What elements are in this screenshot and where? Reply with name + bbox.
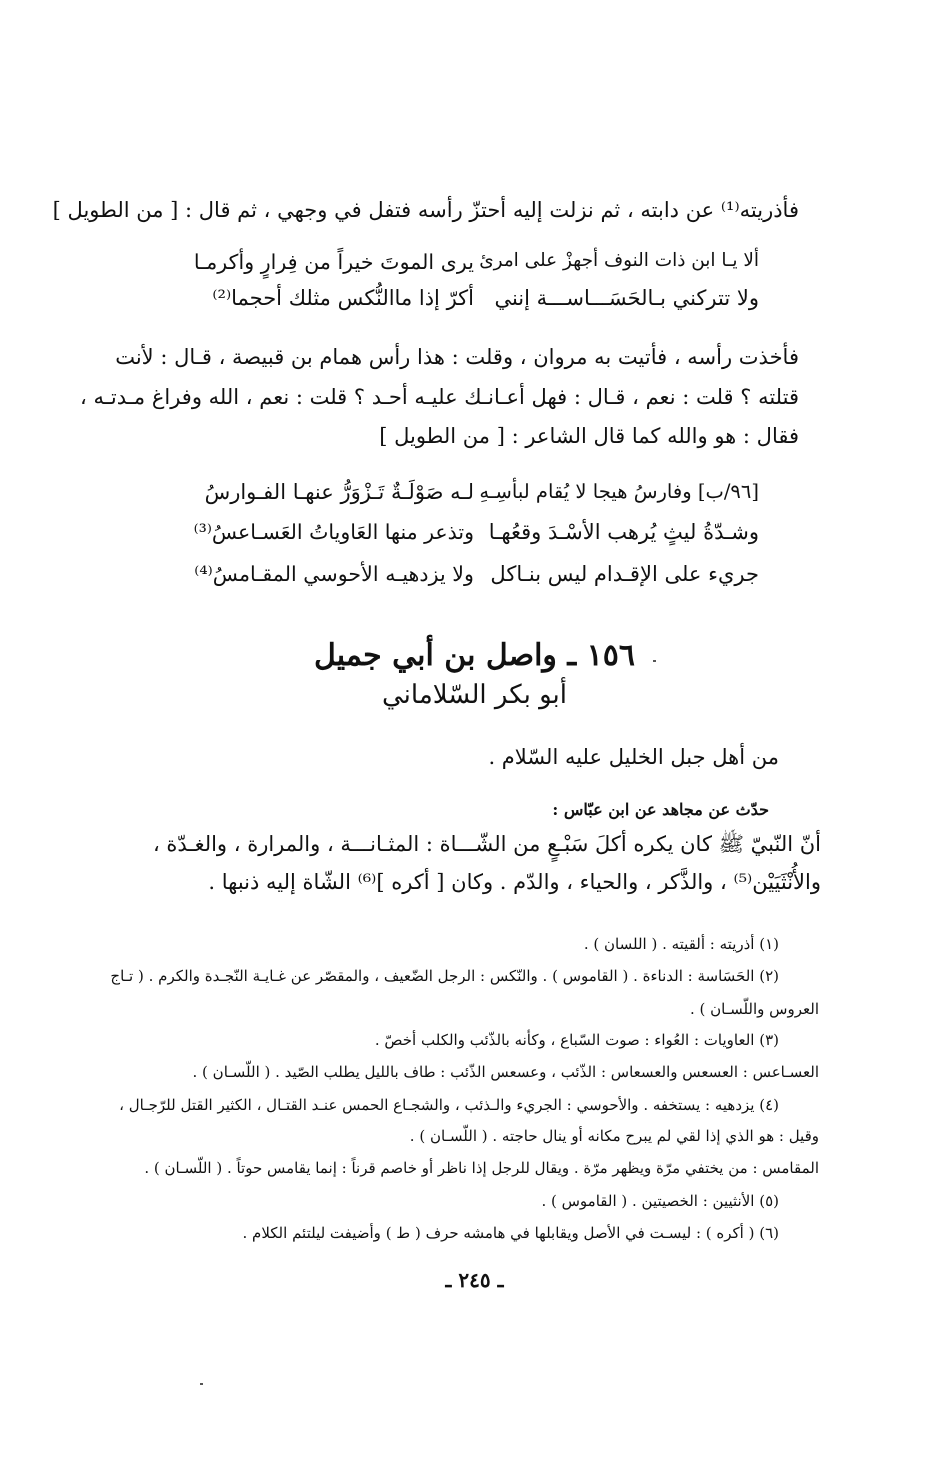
footnote-4-continued: وقيل : هو الذي إذا لقي لم يبرح مكانه أو ينال حاجته . ( اللّسـان ) . bbox=[409, 1127, 819, 1145]
footnote-3-continued: العسـاعس : العسعس والعسعاس : الذّئب ، وعسعس الذّئب : طاف بالليل يطلب الصّيد . ( اللّسـان ) . bbox=[192, 1063, 819, 1081]
entry-origin: من أهل جبل الخليل عليه السّلام . bbox=[488, 745, 779, 769]
hadith-line1: أنّ النّبيّ ﷺ كان يكره أكلَ سَبْـعٍ من الشّـــاة : المثـانـــة ، والمرارة ، والغـدّة ، bbox=[152, 832, 821, 856]
intro-line: فأذريته⁽¹⁾ عن دابته ، ثم نزلت إليه أحتزّ رأسه فتفل في وجهي ، ثم قال : [ من الطويل ] bbox=[52, 198, 799, 222]
footnote-1: (١) أذريته : ألقيته . ( اللسان ) . bbox=[583, 935, 779, 953]
poem1-line2-left-hemistich: أكرّ إذا ماالنُّكس مثلك أحجما⁽²⁾ bbox=[212, 286, 474, 310]
footnote-3: (٣) العاويات : العُواء : صوت السّباع ، وكأنه بالذّئب والكلب أخصّ . bbox=[374, 1031, 779, 1049]
poem1-line2-right-hemistich: ولا تتركني بـالحَسَـــاســـة إنني bbox=[494, 286, 759, 310]
poem2-line3-left-hemistich: ولا يزدهيـه الأحوسي المقـامسُ⁽⁴⁾ bbox=[194, 562, 474, 586]
poem2-line2-left-hemistich: وتذعر منها العَاوياتُ العَسـاعسُ⁽³⁾ bbox=[193, 520, 474, 544]
entry-subtitle: أبو بكر السّلاماني bbox=[382, 680, 567, 710]
entry-title: ١٥٦ ـ واصل بن أبي جميل bbox=[314, 638, 635, 673]
paragraph2-line2: قتلته ؟ قلت : نعم ، قـال : فهل أعـانـك عليـه أحـد ؟ قلت : نعم ، الله وفراغ مـدتـه ، bbox=[80, 385, 799, 409]
poem2-line2-right-hemistich: وشـدّةُ ليثٍ يُرهب الأسْـدَ وقعُهـا bbox=[488, 520, 759, 544]
page-number: ـ ٢٤٥ ـ bbox=[445, 1268, 504, 1292]
scan-speck bbox=[200, 1383, 203, 1385]
footnote-2-continued: العروس واللّسـان ) . bbox=[689, 1000, 819, 1018]
poem2-line1-left-hemistich: لـه صَوْلَـةٌ تَـزْوَرُّ عنهـا الفـوارسُ bbox=[204, 480, 474, 504]
footnote-4: (٤) يزدهيه : يستخفه . والأحوسي : الجريء والـذئب ، والشجـاع الحمس عنـد القتـال ، الكثير القتل للرّجـال ، bbox=[119, 1096, 779, 1114]
paragraph2-line3: فقال : هو والله كما قال الشاعر : [ من الطويل ] bbox=[379, 424, 799, 448]
poem1-line1-left-hemistich: يرى الموتَ خيراً من فِرارٍ وأكرمـا bbox=[193, 250, 474, 274]
entry-isnad: حدّث عن مجاهد عن ابن عبّاس : bbox=[552, 800, 769, 819]
footnote-4-continued-2: المقامس : من يختفي مرّة ويظهر مرّة . ويقال للرجل إذا ناظر أو خاصم قرناً : إنما يقامس حوتاً . ( اللّسـان ) . bbox=[144, 1159, 819, 1177]
poem2-line3-right-hemistich: جريء على الإقـدام ليس بنـاكل bbox=[490, 562, 759, 586]
poem2-line1-right-hemistich: [٩٦/ب] وفارسُ هيجا لا يُقام لبأسِـهِ bbox=[479, 480, 759, 503]
scan-speck bbox=[653, 660, 656, 662]
poem1-line1-right-hemistich: ألا يـا ابن ذات النوف أجهزْ على امرئ bbox=[479, 250, 759, 271]
footnote-2: (٢) الحَسَاسة : الدناءة . ( القاموس ) . والنّكس : الرجل الضّعيف ، والمقصّر عن غـايـة النّجـدة والكرم . ( تـاج bbox=[110, 967, 779, 985]
footnote-5: (٥) الأنثيين : الخصيتين . ( القاموس ) . bbox=[541, 1192, 779, 1210]
footnote-6: (٦) ( أكره ) : ليسـت في الأصل ويقابلها في هامشه حرف ( ط ) وأضيفت ليلتئم الكلام . bbox=[242, 1224, 779, 1242]
hadith-line2: والأُنْثَيَيْن⁽⁵⁾ ، والذَّكر ، والحياء ، والدّم . وكان [ أكره ]⁽⁶⁾ الشّاة إليه ذنبها . bbox=[208, 870, 821, 894]
paragraph2-line1: فأخذت رأسه ، فأتيت به مروان ، وقلت : هذا رأس همام بن قبيصة ، قـال : لأنت bbox=[115, 345, 799, 369]
